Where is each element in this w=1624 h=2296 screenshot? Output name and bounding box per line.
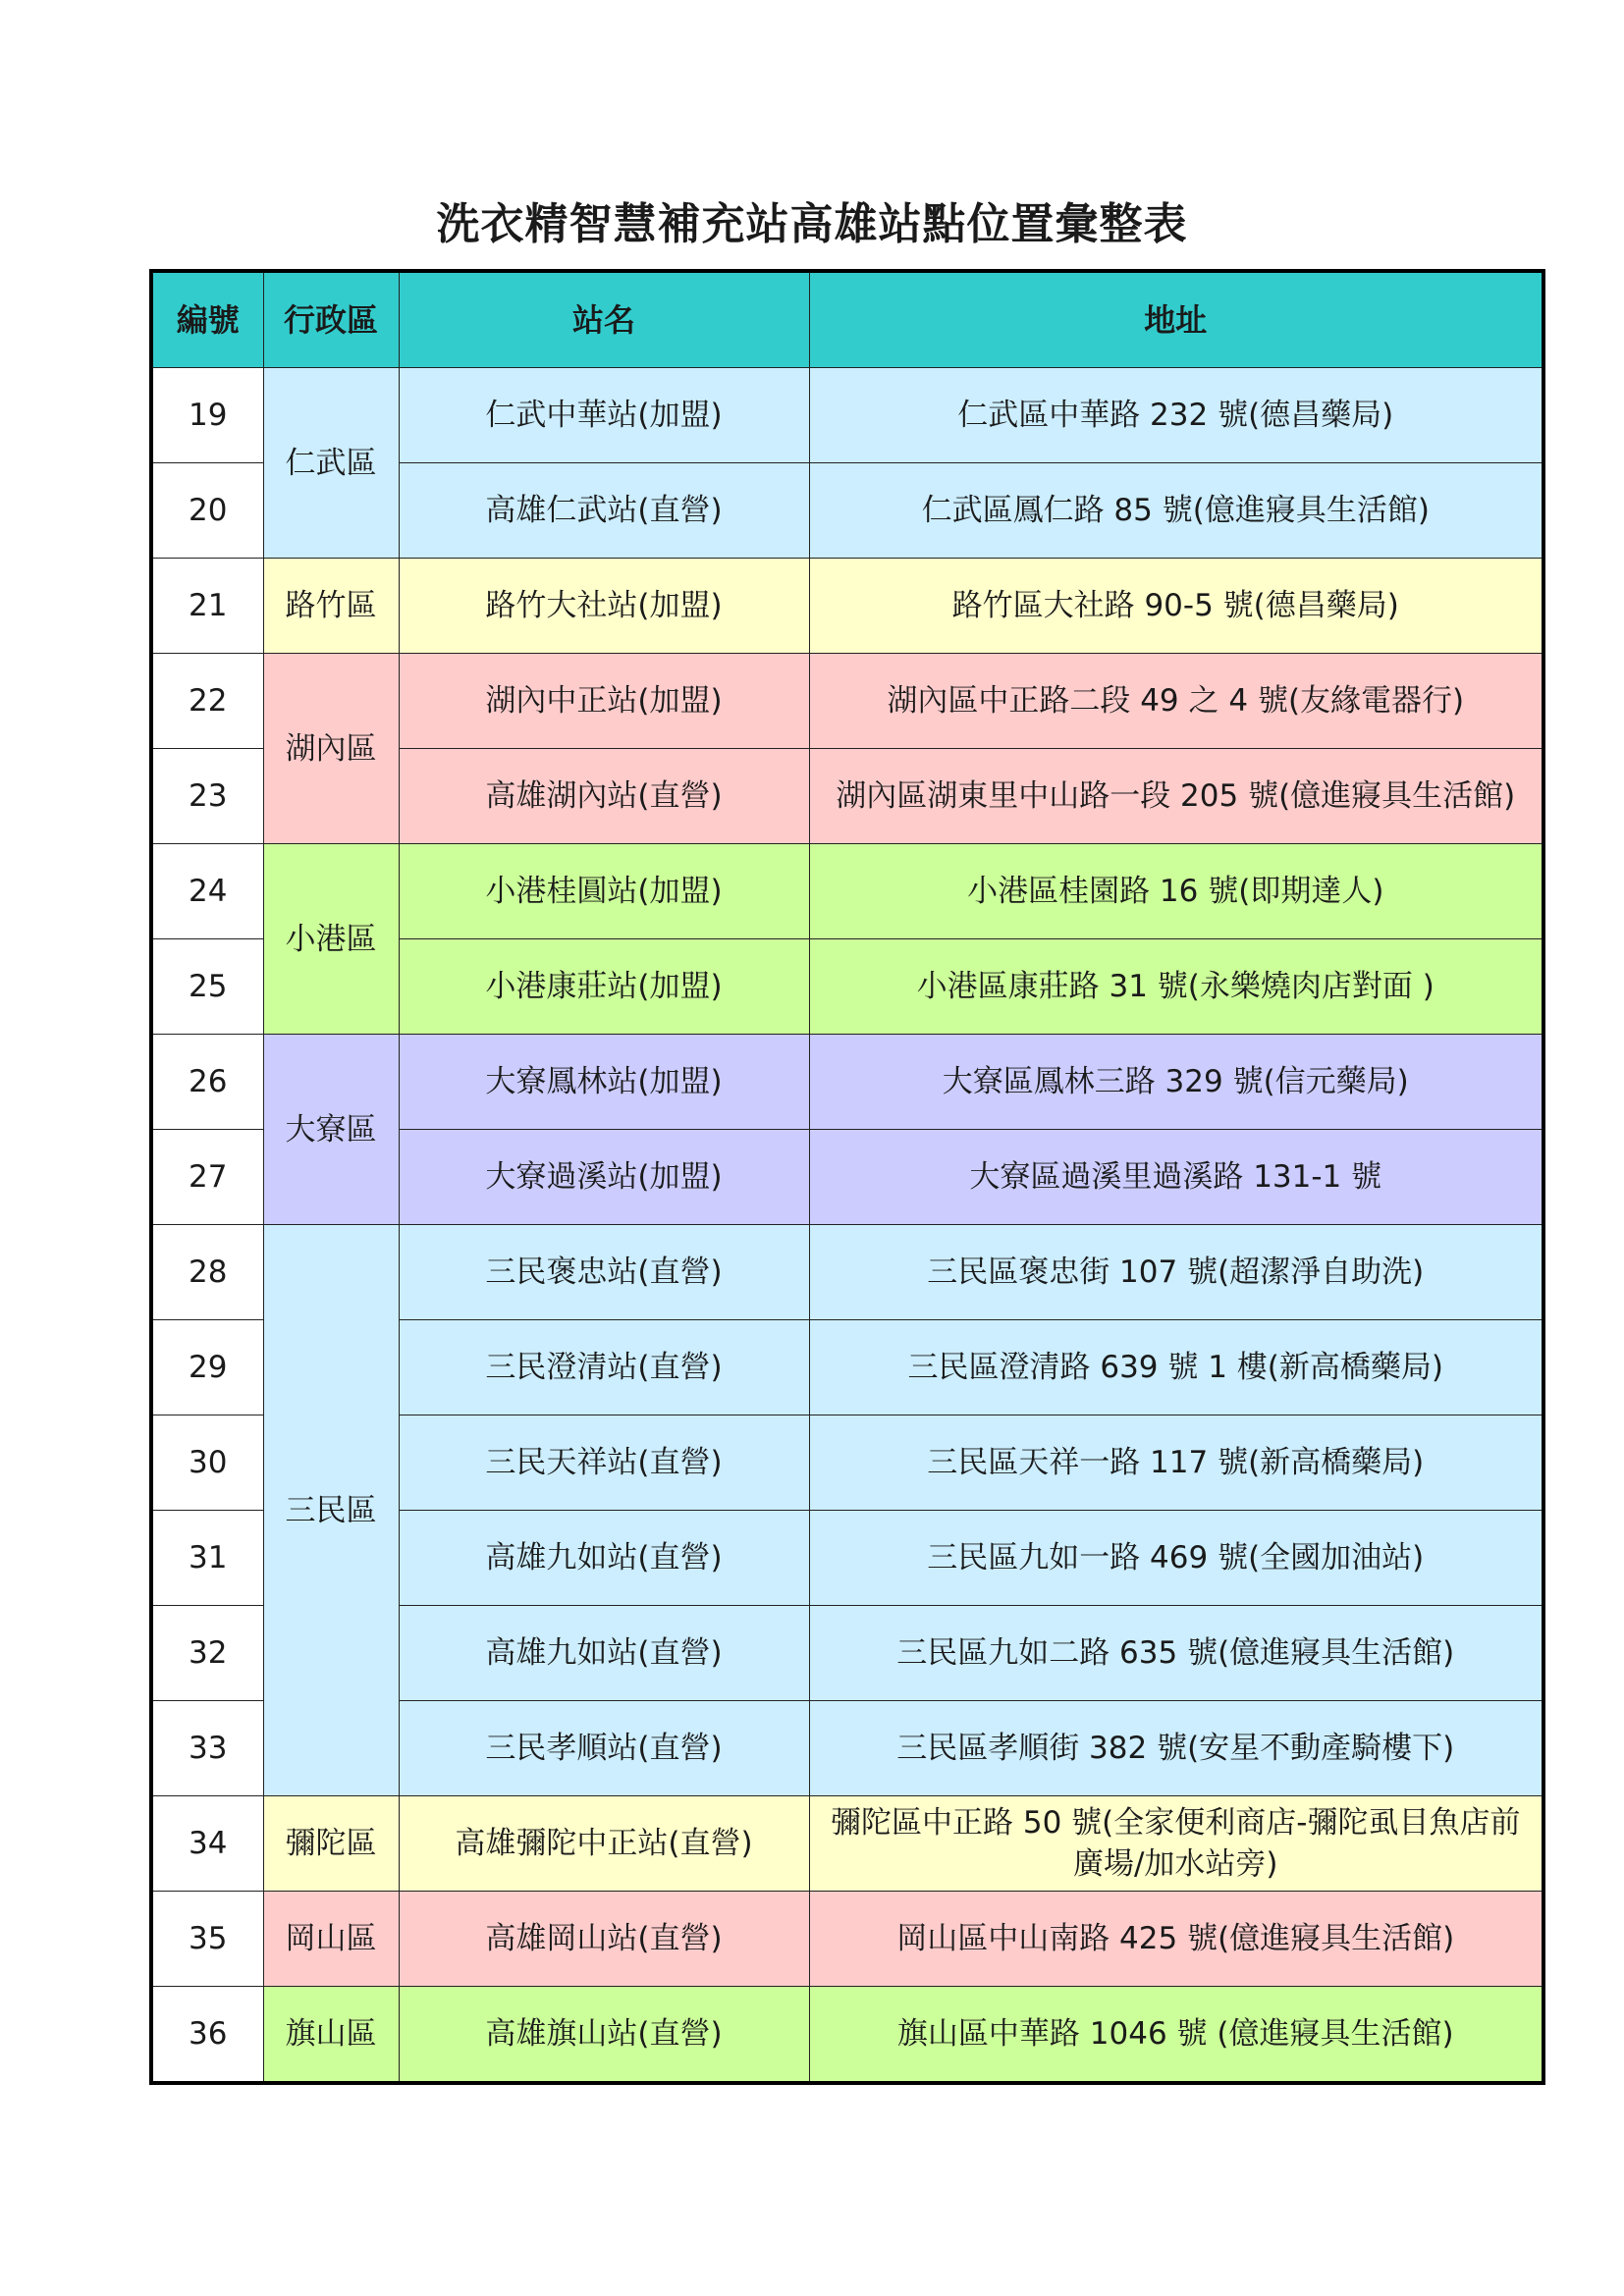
station-name-cell: 路竹大社站(加盟) [399,559,809,654]
row-number: 28 [151,1225,263,1320]
row-number: 24 [151,844,263,939]
address-cell: 大寮區過溪里過溪路 131-1 號 [809,1130,1543,1225]
table-body [151,368,1543,2084]
station-name-cell: 三民褒忠站(直營) [399,1225,809,1320]
address-cell: 仁武區中華路 232 號(德昌藥局) [809,368,1543,463]
table-row [151,559,1543,654]
station-name-cell: 小港康莊站(加盟) [399,939,809,1035]
header-no: 編號 [151,271,263,368]
address-cell: 小港區桂園路 16 號(即期達人) [809,844,1543,939]
station-name-cell: 高雄彌陀中正站(直營) [399,1796,809,1892]
table-row [151,1796,1543,1892]
row-number: 25 [151,939,263,1035]
row-number: 22 [151,654,263,749]
address-cell: 湖內區中正路二段 49 之 4 號(友緣電器行) [809,654,1543,749]
district-cell: 仁武區 [263,368,399,559]
row-number: 23 [151,749,263,844]
address-cell: 三民區天祥一路 117 號(新高橋藥局) [809,1415,1543,1511]
station-name-cell: 高雄仁武站(直營) [399,463,809,559]
address-cell: 湖內區湖東里中山路一段 205 號(億進寢具生活館) [809,749,1543,844]
row-number: 34 [151,1796,263,1892]
table-row [151,368,1543,463]
district-cell: 大寮區 [263,1035,399,1225]
district-cell: 小港區 [263,844,399,1035]
row-number: 35 [151,1892,263,1987]
district-cell: 彌陀區 [263,1796,399,1892]
station-name-cell: 仁武中華站(加盟) [399,368,809,463]
address-cell: 三民區褒忠街 107 號(超潔淨自助洗) [809,1225,1543,1320]
station-name-cell: 高雄旗山站(直營) [399,1987,809,2084]
station-name-cell: 三民天祥站(直營) [399,1415,809,1511]
table-row [151,1225,1543,1320]
row-number: 19 [151,368,263,463]
district-cell: 旗山區 [263,1987,399,2084]
address-cell: 小港區康莊路 31 號(永樂燒肉店對面 ) [809,939,1543,1035]
district-cell: 湖內區 [263,654,399,844]
address-cell: 彌陀區中正路 50 號(全家便利商店-彌陀虱目魚店前廣場/加水站旁) [809,1796,1543,1892]
station-name-cell: 三民澄清站(直營) [399,1320,809,1415]
address-cell: 岡山區中山南路 425 號(億進寢具生活館) [809,1892,1543,1987]
address-cell: 仁武區鳳仁路 85 號(億進寢具生活館) [809,463,1543,559]
district-cell: 路竹區 [263,559,399,654]
row-number: 29 [151,1320,263,1415]
row-number: 26 [151,1035,263,1130]
address-cell: 旗山區中華路 1046 號 (億進寢具生活館) [809,1987,1543,2084]
station-name-cell: 大寮過溪站(加盟) [399,1130,809,1225]
address-cell: 三民區九如一路 469 號(全國加油站) [809,1511,1543,1606]
district-cell: 岡山區 [263,1892,399,1987]
row-number: 36 [151,1987,263,2084]
header-district: 行政區 [263,271,399,368]
station-name-cell: 三民孝順站(直營) [399,1701,809,1796]
table-row [151,1987,1543,2084]
station-name-cell: 大寮鳳林站(加盟) [399,1035,809,1130]
row-number: 21 [151,559,263,654]
row-number: 27 [151,1130,263,1225]
table-row [151,844,1543,939]
station-table [149,269,1545,2085]
station-name-cell: 高雄湖內站(直營) [399,749,809,844]
address-cell: 三民區孝順街 382 號(安星不動產騎樓下) [809,1701,1543,1796]
address-cell: 大寮區鳳林三路 329 號(信元藥局) [809,1035,1543,1130]
header-station: 站名 [399,271,809,368]
table-row [151,1035,1543,1130]
station-name-cell: 高雄九如站(直營) [399,1606,809,1701]
table-row [151,1892,1543,1987]
row-number: 33 [151,1701,263,1796]
page-title: 洗衣精智慧補充站高雄站點位置彙整表 [436,199,1188,249]
row-number: 31 [151,1511,263,1606]
address-cell: 三民區九如二路 635 號(億進寢具生活館) [809,1606,1543,1701]
row-number: 30 [151,1415,263,1511]
station-name-cell: 高雄九如站(直營) [399,1511,809,1606]
address-cell: 三民區澄清路 639 號 1 樓(新高橋藥局) [809,1320,1543,1415]
station-name-cell: 小港桂圓站(加盟) [399,844,809,939]
station-name-cell: 湖內中正站(加盟) [399,654,809,749]
address-cell: 路竹區大社路 90-5 號(德昌藥局) [809,559,1543,654]
row-number: 32 [151,1606,263,1701]
district-cell: 三民區 [263,1225,399,1796]
header-address: 地址 [809,271,1543,368]
table-row [151,654,1543,749]
table-header-row [151,271,1543,368]
station-name-cell: 高雄岡山站(直營) [399,1892,809,1987]
row-number: 20 [151,463,263,559]
